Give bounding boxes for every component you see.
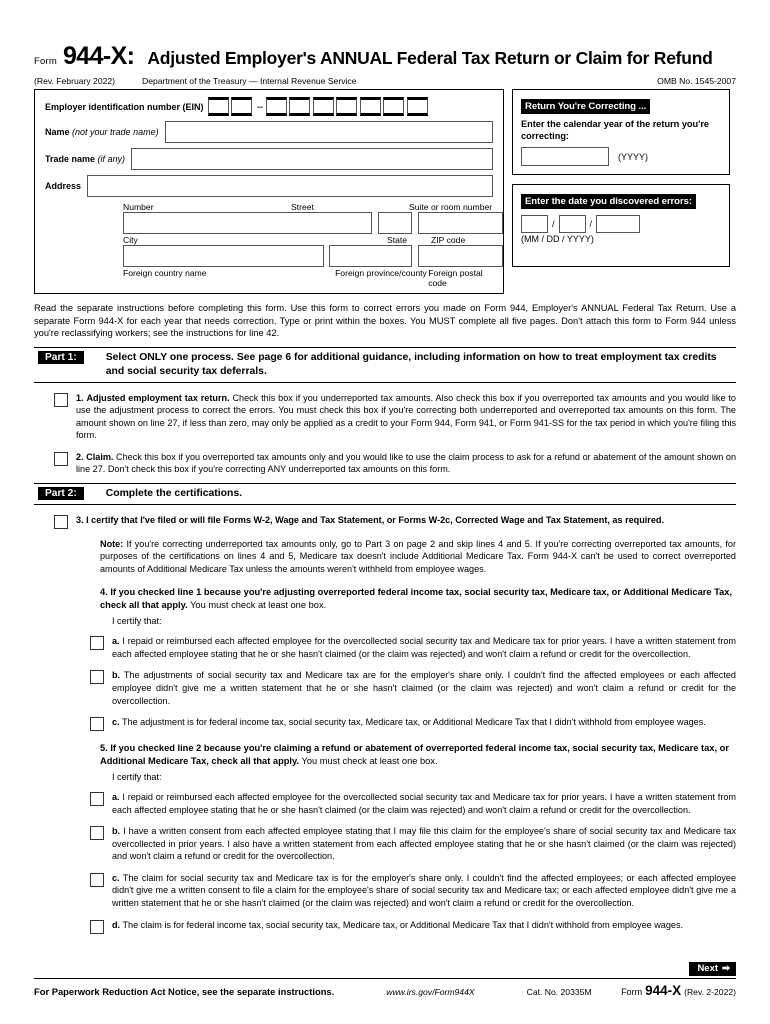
sublabel-street: Street bbox=[291, 202, 314, 212]
discovered-day-input[interactable] bbox=[559, 215, 586, 233]
return-correcting-box bbox=[512, 89, 730, 175]
sublabel-foreign-country: Foreign country name bbox=[123, 268, 207, 278]
calendar-year-input[interactable] bbox=[521, 147, 609, 166]
note-body: If you're correcting underreported tax amounts only, go to Part 3 on page 2 and skip lines 4 and 5. If you're correcting overreported tax amounts, for purposes of the certifications on lines 4 and 5, Medicare tax doesn't include Additional Medicare Tax. Form 944-X can't be used to correct overreported amounts of Additional Medicare Tax unless the amounts weren't withheld from employee wages. bbox=[100, 538, 736, 574]
address-label: Address bbox=[45, 181, 82, 191]
line-4c-body: The adjustment is for federal income tax, social security tax, Medicare tax, or Additional Medicare Tax that I didn't withhold from employee wages. bbox=[121, 717, 706, 728]
line-4-bold: 4. If you checked line 1 because you're adjusting overreported federal income tax, social security tax, Medicare tax, or Additional Medicare Tax, check all that apply. bbox=[100, 587, 733, 611]
irs-website-link[interactable]: www.irs.gov/Form944X bbox=[386, 987, 475, 997]
line-2-body: Check this box if you overreported tax amounts only and you would like to use the claim process to ask for a refund or abatement of the amount shown on line 27. Don't check this box if you're correcting ANY underreported tax amounts on this form. bbox=[76, 451, 736, 475]
employer-info-block bbox=[34, 89, 504, 294]
checkbox-line-5a[interactable] bbox=[90, 792, 104, 806]
suite-input[interactable] bbox=[418, 212, 503, 234]
line-5b-letter: b. bbox=[112, 826, 121, 837]
trade-name-row bbox=[35, 148, 503, 170]
street-input[interactable] bbox=[123, 212, 372, 234]
line-5a-text bbox=[112, 791, 736, 816]
line-5a-body: I repaid or reimbursed each affected employee for the overcollected social security tax and Medicare tax for prior years. I have a written statement from each affected employee stating that he or she hasn't claimed (or the claim was rejected) and won't claim a refund or credit for the overcollection. bbox=[112, 792, 736, 815]
ein-digit-5[interactable] bbox=[313, 97, 334, 116]
footer-form-revision: (Rev. 2-2022) bbox=[684, 987, 736, 997]
ein-digit-6[interactable] bbox=[336, 97, 357, 116]
line-5b-body: I have a written consent from each affected employee stating that I may file this claim for the employee's share of social security tax and Medicare tax overcollected in prior years. I also have a written statement from each affected employee stating that he or she hasn't claimed (or the claim was rejected) and won't claim a refund or credit for the overcollection. bbox=[112, 826, 736, 862]
part2-header bbox=[34, 483, 736, 505]
part2-tag: Part 2: bbox=[38, 487, 84, 500]
form-word-label: Form bbox=[34, 56, 57, 67]
line-4b-letter: b. bbox=[112, 670, 121, 681]
line-5b-row[interactable] bbox=[34, 825, 736, 863]
note-label: Note: bbox=[100, 538, 124, 549]
part1-header bbox=[34, 347, 736, 382]
part1-tag: Part 1: bbox=[38, 351, 84, 364]
line-5c-text bbox=[112, 872, 736, 910]
checkbox-line-2[interactable] bbox=[54, 452, 68, 466]
state-input[interactable] bbox=[378, 212, 413, 234]
form-number: 944-X: bbox=[62, 42, 135, 70]
agency-name: Department of the Treasury — Internal Revenue Service bbox=[142, 76, 357, 86]
line-4b-body: The adjustments of social security tax and Medicare tax are for the employer's share only. I couldn't find the affected employees or each affected employee didn't give me a written statement that he or she hasn't claimed (or the claim was rejected) and won't claim a refund or credit for the overcollection. bbox=[112, 670, 736, 706]
line-4c-letter: c. bbox=[112, 717, 120, 728]
line-5c-letter: c. bbox=[112, 872, 120, 883]
line-5-certify: I certify that: bbox=[112, 772, 162, 783]
name-label: Name (not your trade name) bbox=[45, 127, 159, 137]
sublabel-zip: ZIP code bbox=[431, 235, 466, 245]
name-row bbox=[35, 121, 503, 143]
discovered-errors-box bbox=[512, 184, 730, 267]
part1-item-1[interactable] bbox=[34, 392, 736, 442]
sublabel-suite: Suite or room number bbox=[409, 202, 493, 212]
sublabel-number: Number bbox=[123, 202, 154, 212]
footer-form-id bbox=[621, 983, 736, 998]
next-button[interactable] bbox=[689, 962, 736, 976]
line-4-heading bbox=[34, 586, 736, 612]
ein-digit-1[interactable] bbox=[208, 97, 229, 116]
discovered-date-row bbox=[521, 215, 721, 233]
form-title-row bbox=[34, 0, 736, 71]
ein-label: Employer identification number (EIN) bbox=[45, 101, 204, 112]
checkbox-line-5c[interactable] bbox=[90, 873, 104, 887]
line-1-bold: Adjusted employment tax return. bbox=[86, 392, 230, 403]
year-format-hint: (YYYY) bbox=[618, 151, 649, 162]
paperwork-notice: For Paperwork Reduction Act Notice, see the separate instructions. bbox=[34, 986, 335, 997]
line-2-bold: Claim. bbox=[86, 451, 114, 462]
ein-digit-9[interactable] bbox=[407, 97, 428, 116]
line-1-body: Check this box if you underreported tax amounts. Also check this box if you overreported tax amounts and you would like to use the adjustment process to correct the errors. You must check this box if you're correcting both underreported and overreported tax amounts on this form. The amount shown on line 27, if less than zero, may only be applied as a credit to your Form 944, Form 941, or Form 941-SS for the tax period in which you're filing this form. bbox=[76, 392, 736, 441]
checkbox-line-3[interactable] bbox=[54, 515, 68, 529]
part1-heading: Select ONLY one process. See page 6 for additional guidance, including information on how to treat employment tax credits and social security tax deferrals. bbox=[105, 352, 717, 377]
line-5d-text bbox=[112, 919, 683, 934]
line-5a-letter: a. bbox=[112, 792, 120, 803]
part2-item-3[interactable] bbox=[34, 514, 736, 529]
line-5d-letter: d. bbox=[112, 919, 121, 930]
checkbox-line-4b[interactable] bbox=[90, 670, 104, 684]
checkbox-line-1[interactable] bbox=[54, 393, 68, 407]
sublabel-state: State bbox=[387, 235, 408, 245]
line-4-certify: I certify that: bbox=[112, 616, 162, 627]
header-fields-area bbox=[34, 89, 736, 294]
line-2-number: 2. bbox=[76, 451, 84, 462]
line-5-normal: You must check at least one box. bbox=[299, 756, 438, 767]
next-button-label: Next bbox=[697, 963, 719, 974]
form-subtitle-row bbox=[34, 76, 736, 86]
checkbox-line-5b[interactable] bbox=[90, 826, 104, 840]
line-5d-row[interactable] bbox=[34, 919, 736, 934]
line-4b-text bbox=[112, 669, 736, 707]
date-format-hint: (MM / DD / YYYY) bbox=[521, 234, 594, 244]
catalog-number: Cat. No. 20335M bbox=[526, 987, 592, 997]
return-correcting-banner: Return You're Correcting ... bbox=[521, 99, 650, 114]
address-input[interactable] bbox=[87, 175, 493, 197]
line-4c-row[interactable] bbox=[34, 716, 736, 731]
line-4a-body: I repaid or reimbursed each affected employee for the overcollected social security tax and Medicare tax for prior years. I have a written statement from each affected employee stating that he or she hasn't claimed (or the claim was rejected) and won't claim a refund or credit for the overcollection. bbox=[112, 636, 736, 659]
line-4c-text bbox=[112, 716, 706, 731]
line-3-number: 3. bbox=[76, 514, 84, 525]
trade-name-input[interactable] bbox=[131, 148, 493, 170]
trade-name-label: Trade name (if any) bbox=[45, 154, 126, 164]
part2-note bbox=[34, 538, 736, 576]
omb-number: OMB No. 1545-2007 bbox=[657, 76, 736, 86]
discovered-year-input[interactable] bbox=[596, 215, 640, 233]
return-correcting-instruction: Enter the calendar year of the return you're correcting: bbox=[521, 119, 710, 141]
line-5b-text bbox=[112, 825, 736, 863]
checkbox-line-4a[interactable] bbox=[90, 636, 104, 650]
sublabel-foreign-province: Foreign province/county bbox=[335, 268, 427, 278]
address-line-1 bbox=[35, 212, 503, 234]
address-sublabels-2 bbox=[35, 235, 503, 245]
discovered-month-input[interactable] bbox=[521, 215, 548, 233]
ein-digit-2[interactable] bbox=[231, 97, 252, 116]
part1-item-2[interactable] bbox=[34, 451, 736, 476]
line-5a-row[interactable] bbox=[34, 791, 736, 816]
province-input[interactable] bbox=[329, 245, 412, 267]
line-1-number: 1. bbox=[76, 392, 84, 403]
line-4a-row[interactable] bbox=[34, 635, 736, 660]
footer-divider bbox=[34, 978, 736, 979]
line-3-text bbox=[76, 514, 664, 529]
revision-date: (Rev. February 2022) bbox=[34, 76, 116, 86]
footer-form-number: 944-X bbox=[645, 983, 682, 998]
line-4b-row[interactable] bbox=[34, 669, 736, 707]
page-title: Adjusted Employer's ANNUAL Federal Tax Return or Claim for Refund bbox=[147, 48, 713, 68]
address-row bbox=[35, 175, 503, 197]
postal-input[interactable] bbox=[418, 245, 503, 267]
line-5-heading bbox=[34, 742, 736, 768]
line-4a-letter: a. bbox=[112, 636, 120, 647]
part2-heading: Complete the certifications. bbox=[105, 487, 242, 499]
calendar-year-row bbox=[521, 147, 721, 166]
line-5c-body: The claim for social security tax and Medicare tax is for the employer's share only. I couldn't find the affected employees; or each affected employee didn't give me a written consent to file a claim for the employee's share of social security tax and Medicare tax; or each affected employee didn't give me a written statement that he or she hasn't claimed (or the claim was rejected) and won't claim a refund or credit for the overcollection. bbox=[112, 872, 736, 908]
line-5-bold: 5. If you checked line 2 because you're claiming a refund or abatement of overreported federal income tax, social security tax, Medicare tax, or Additional Medicare Tax, check all that apply. bbox=[100, 743, 729, 767]
page-footer bbox=[34, 962, 736, 998]
ein-row bbox=[35, 97, 503, 116]
form-instructions: Read the separate instructions before completing this form. Use this form to correct errors you made on Form 944, Employer's ANNUAL Federal Tax Return. Use a separate Form 944-X for each year that needs correction. Type or print within the boxes. You MUST complete all five pages. Don't attach this form to Form 944 unless you're reclassifying workers; see the instructions for line 42. bbox=[34, 303, 736, 339]
checkbox-line-5d[interactable] bbox=[90, 920, 104, 934]
ein-input-group[interactable] bbox=[208, 97, 431, 116]
checkbox-line-4c[interactable] bbox=[90, 717, 104, 731]
arrow-right-icon: ➡ bbox=[722, 963, 730, 974]
line-4a-text bbox=[112, 635, 736, 660]
sublabel-city: City bbox=[123, 235, 138, 245]
line-4-normal: You must check at least one box. bbox=[187, 600, 327, 611]
right-header-boxes bbox=[512, 89, 730, 267]
sublabel-foreign-postal: Foreign postal code bbox=[428, 268, 483, 288]
city-input[interactable] bbox=[123, 245, 324, 267]
address-sublabels-3 bbox=[35, 268, 503, 288]
footer-content-row bbox=[34, 983, 736, 998]
ein-digit-8[interactable] bbox=[383, 97, 404, 116]
line-2-text bbox=[76, 451, 736, 476]
ein-digit-4[interactable] bbox=[289, 97, 310, 116]
ein-dash: – bbox=[256, 100, 264, 113]
date-slash-2: / bbox=[589, 219, 593, 229]
address-line-2 bbox=[35, 245, 503, 267]
ein-digit-7[interactable] bbox=[360, 97, 381, 116]
address-sublabels-1 bbox=[35, 202, 503, 212]
line-3-body: I certify that I've filed or will file Forms W-2, Wage and Tax Statement, or Forms W-2c, Corrected Wage and Tax Statement, as required. bbox=[86, 514, 664, 525]
date-slash-1: / bbox=[552, 219, 555, 229]
name-input[interactable] bbox=[165, 121, 493, 143]
line-1-text bbox=[76, 392, 736, 442]
footer-form-word: Form bbox=[621, 987, 643, 997]
line-5c-row[interactable] bbox=[34, 872, 736, 910]
ein-digit-3[interactable] bbox=[266, 97, 287, 116]
discovered-errors-banner: Enter the date you discovered errors: bbox=[521, 194, 696, 209]
line-5d-body: The claim is for federal income tax, social security tax, Medicare tax, or Additional Medicare Tax that I didn't withhold from employee wages. bbox=[122, 919, 684, 930]
